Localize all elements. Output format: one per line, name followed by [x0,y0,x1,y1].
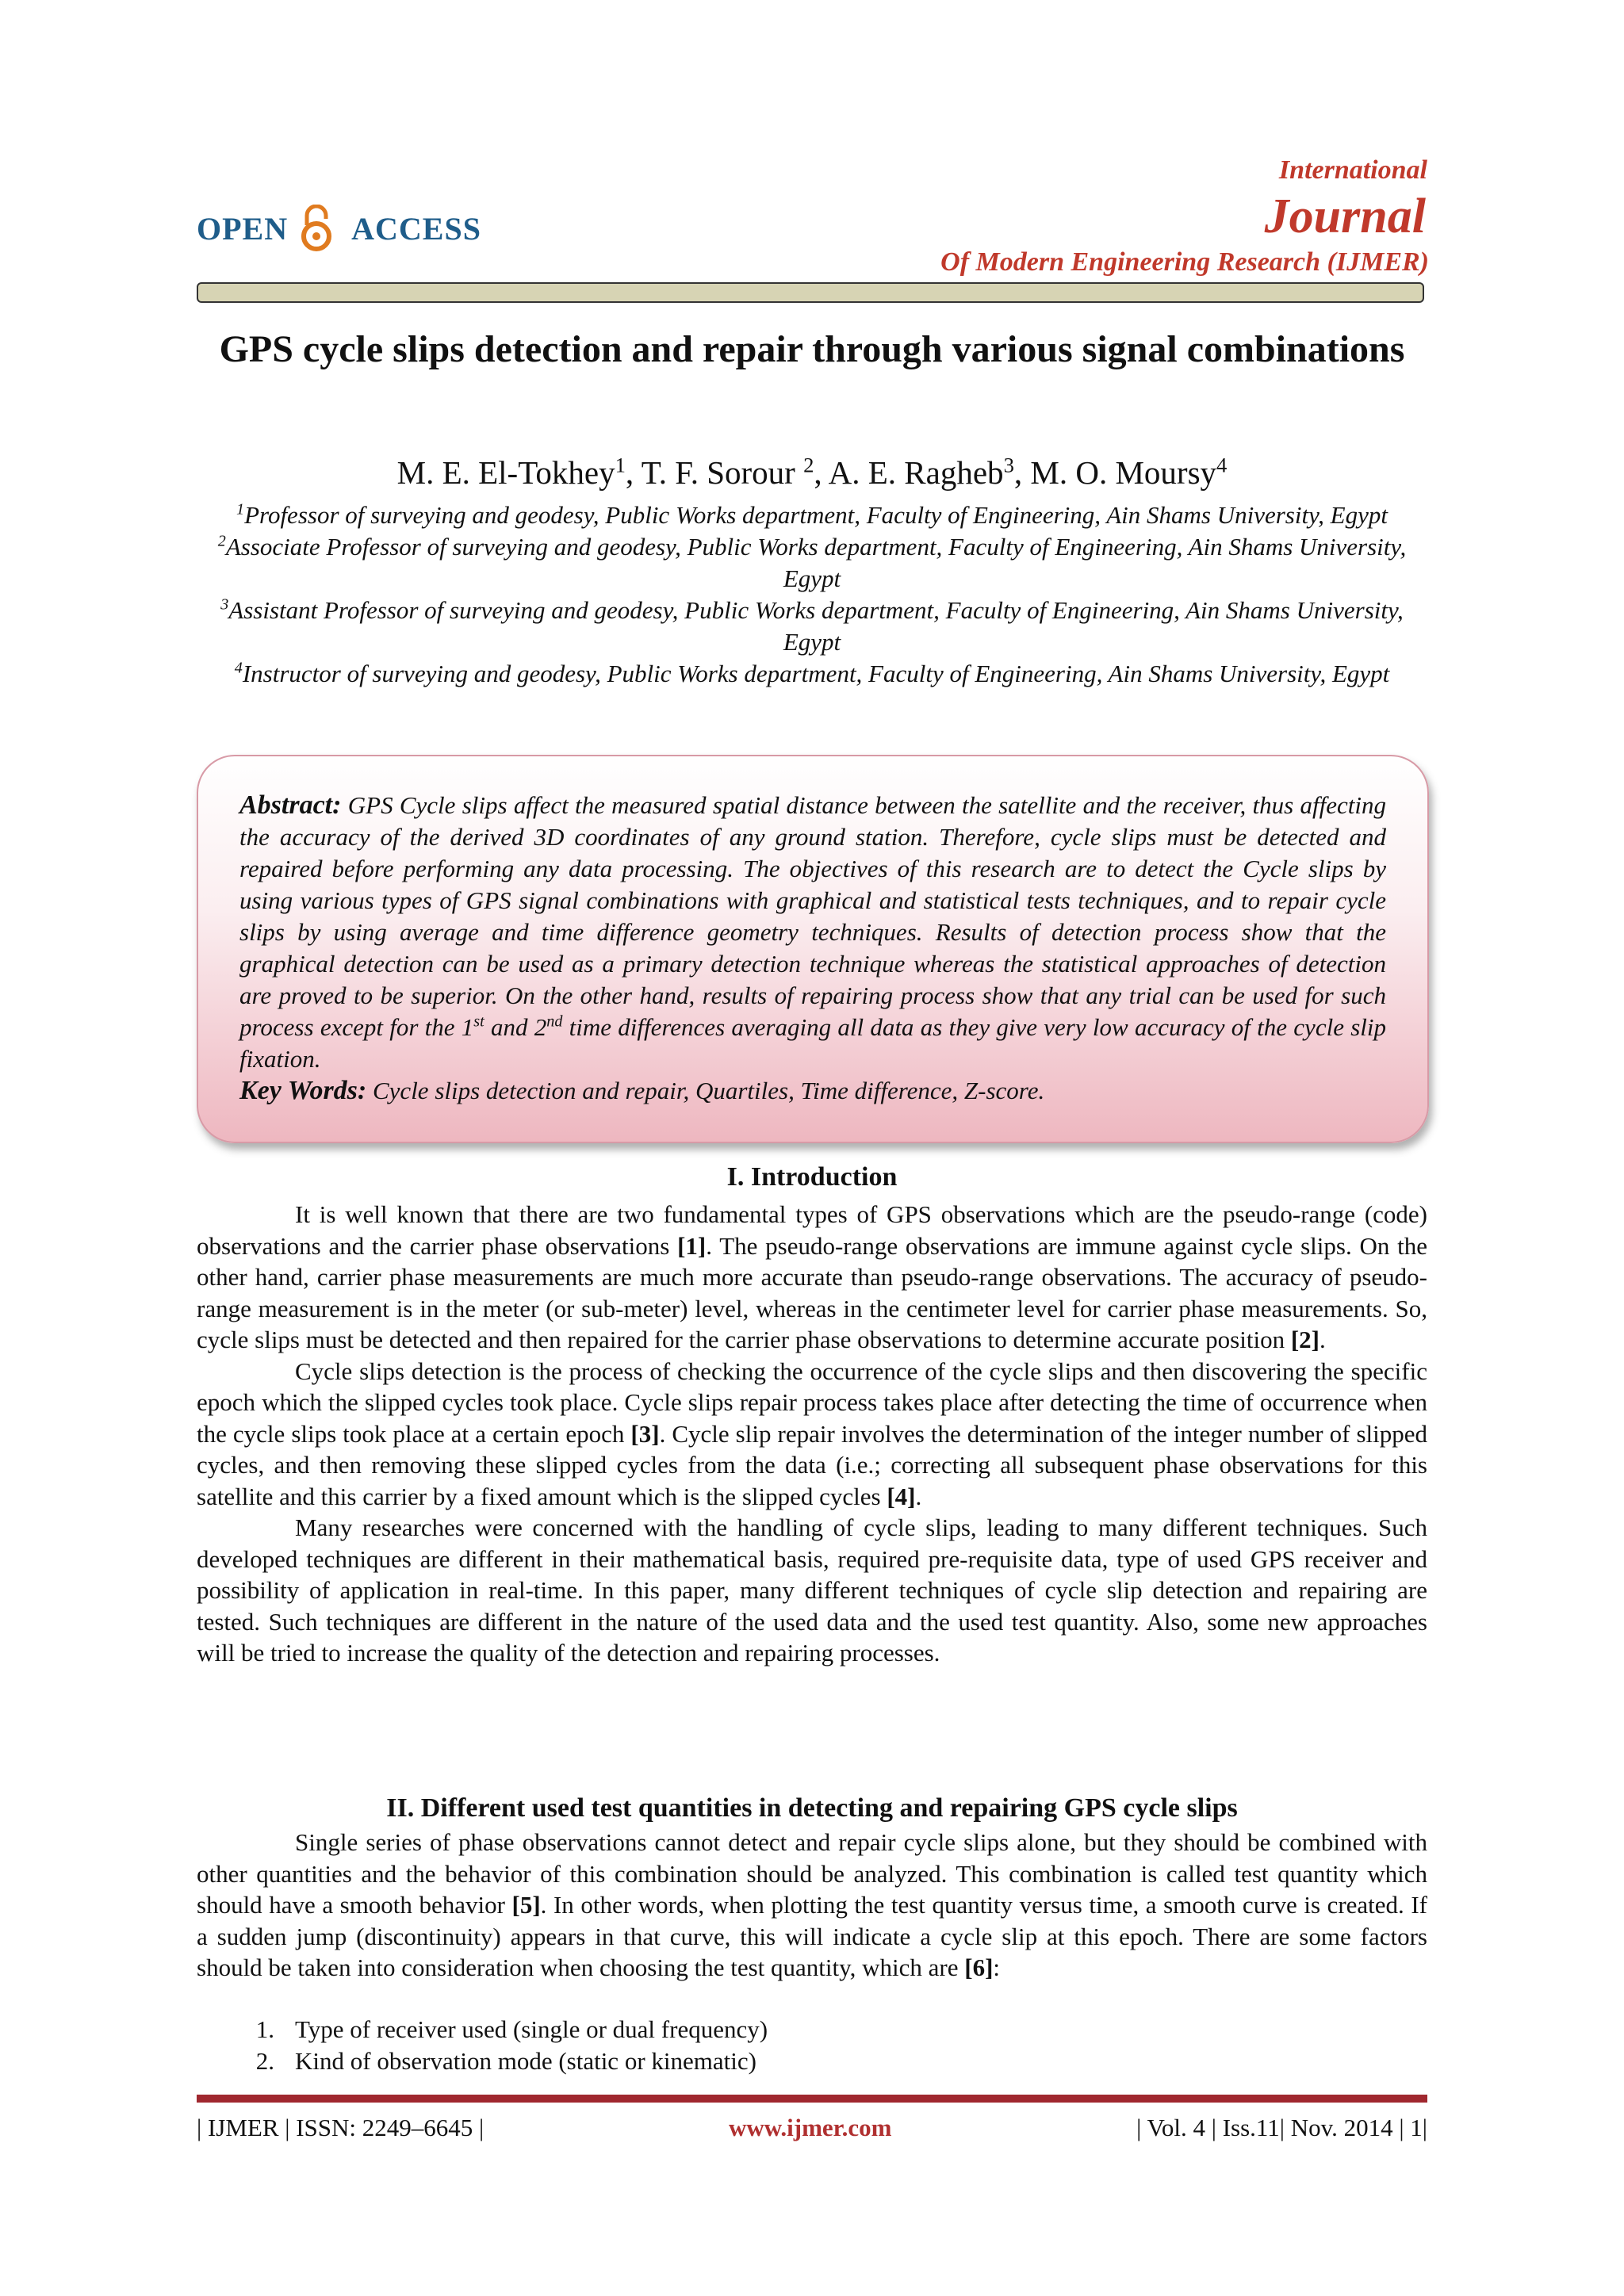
author-sep: , [625,454,642,491]
author-sep: , [814,454,829,491]
abstract-text [239,790,1386,1075]
author-sup: 1 [615,453,626,477]
journal-label-international: International [1278,155,1427,185]
keywords [239,1075,1386,1107]
open-access-right: ACCESS [351,210,481,247]
section-heading-test-quantities: II. Different used test quantities in detecting and repairing GPS cycle slips [386,1793,1238,1823]
affiliation-text: Professor of surveying and geodesy, Public Works department, Faculty of Engineering, Ain Shams University, Egypt [244,501,1388,529]
footer-journal-link[interactable]: www.ijmer.com [728,2114,892,2141]
list-number: 2. [255,2047,274,2075]
author-sup: 2 [803,453,814,477]
affiliations [197,499,1427,690]
abstract-sup: nd [546,1012,563,1031]
abstract-body: and 2 [484,1013,547,1041]
affiliation [197,531,1427,595]
test-quantities-body [197,1827,1427,1984]
author-sep: , [1013,454,1031,491]
author: T. F. Sorour [641,454,804,491]
journal-label-journal: Journal [1264,189,1426,243]
author: M. E. El-Tokhey [396,454,615,491]
citation: [4] [887,1482,916,1510]
abstract-body: time differences averaging all data as they give very low accuracy of the cycle slip fixation. [239,1013,1386,1073]
keywords-text: Cycle slips detection and repair, Quartiles, Time difference, Z-score. [366,1077,1045,1104]
list-item [197,2014,1427,2045]
paper-title: GPS cycle slips detection and repair through various signal combinations [219,328,1405,370]
author: M. O. Moursy [1030,454,1217,491]
affiliation-sup: 4 [234,659,243,677]
list-text: Kind of observation mode (static or kinematic) [295,2047,756,2075]
citation: [3] [630,1419,660,1448]
page-footer [197,2114,1427,2142]
footer-divider [197,2095,1427,2103]
introduction-body [197,1199,1427,1669]
affiliation-text: Assistant Professor of surveying and geodesy, Public Works department, Faculty of Engineering, Ain Shams University, Egypt [228,596,1404,656]
open-lock-icon [299,205,334,252]
affiliation [197,499,1427,531]
paragraph: It is well known that there are two fundamental types of GPS observations which are the pseudo-range (code) observations and the carrier phase observations [1]. The pseudo-range observations are immune against cycle slips. On the other hand, carrier phase measurements are much more accurate than pseudo-range observations. The accuracy of pseudo-range measurement is in the meter (or sub-meter) level, whereas in the centimeter level for carrier phase measurements. So, cycle slips must be detected and then repaired for the carrier phase observations to determine accurate position [2]. [197,1200,1427,1353]
factor-list [197,2014,1427,2077]
affiliation-sup: 2 [217,532,226,550]
affiliation-sup: 1 [236,500,245,519]
header-divider [197,282,1424,303]
citation: [2] [1290,1326,1320,1353]
list-number: 1. [255,2015,274,2043]
affiliation-text: Instructor of surveying and geodesy, Public Works department, Faculty of Engineering, Ain Shams University, Egypt [242,660,1390,687]
paragraph: Cycle slips detection is the process of checking the occurrence of the cycle slips and then discovering the specific epoch which the slipped cycles took place. Cycle slips repair process takes place after detecting the time of occurrence when the cycle slips took place at a certain epoch [3]. Cycle slip repair involves the determination of the integer number of slipped cycles, and then removing these slipped cycles from the data (i.e.; correcting all subsequent phase observations for this satellite and this carrier by a fixed amount which is the slipped cycles [4]. [197,1357,1427,1510]
author-sup: 4 [1216,453,1228,477]
open-access-logo [197,205,481,252]
author: A. E. Ragheb [828,454,1004,491]
list-text: Type of receiver used (single or dual frequency) [295,2015,768,2043]
footer-issn: | IJMER | ISSN: 2249–6645 | [197,2114,485,2141]
section-heading-introduction: I. Introduction [726,1162,898,1192]
journal-label-name: Of Modern Engineering Research (IJMER) [940,247,1429,277]
paragraph: Single series of phase observations cannot detect and repair cycle slips alone, but they should be combined with other quantities and the behavior of this combination should be analyzed. This combination is called test quantity which should have a smooth behavior [5]. In other words, when plotting the test quantity versus time, a smooth curve is created. If a sudden jump (discontinuity) appears in that curve, this will indicate a cycle slip at this epoch. There are some factors should be taken into consideration when choosing the test quantity, which are [6]: [197,1828,1428,1981]
keywords-label: Key Words: [239,1076,367,1105]
open-access-left: OPEN [197,210,289,247]
list-item [197,2045,1427,2077]
abstract-sup: st [473,1012,485,1031]
citation: [6] [964,1954,994,1981]
affiliation-sup: 3 [220,595,229,614]
paragraph: Many researches were concerned with the handling of cycle slips, leading to many different techniques. Such developed techniques are different in their mathematical basis, required pre-requisite data, type of used GPS receiver and possibility of application in real-time. In this paper, many different techniques of cycle slip detection and repairing are tested. Such techniques are different in the nature of the used data and the used test quantity. Also, some new approaches will be tried to increase the quality of the detection and repairing processes. [197,1513,1427,1667]
affiliation [197,658,1427,690]
abstract-body: GPS Cycle slips affect the measured spatial distance between the satellite and the receiver, thus affecting the accuracy of the derived 3D coordinates of any ground station. Therefore, cycle slips must be detected and repaired before performing any data processing. The objectives of this research are to detect the Cycle slips by using various types of GPS signal combinations with graphical and statistical tests techniques, and to repair cycle slips by using average and time difference geometry techniques. Results of detection process show that the graphical detection can be used as a primary detection technique whereas the statistical approaches of detection are proved to be superior. On the other hand, results of repairing process show that any trial can be used for such process except for the 1 [239,791,1386,1041]
affiliation-text: Associate Professor of surveying and geodesy, Public Works department, Faculty of Engineering, Ain Shams University, Egypt [225,533,1407,592]
citation: [1] [677,1231,707,1260]
author-sup: 3 [1003,453,1014,477]
abstract-box [197,755,1429,1143]
footer-volume: | Vol. 4 | Iss.11| Nov. 2014 | 1| [1136,2114,1427,2141]
affiliation [197,595,1427,658]
citation: [5] [511,1891,541,1919]
abstract-label: Abstract: [239,790,342,820]
author-list [197,453,1427,492]
